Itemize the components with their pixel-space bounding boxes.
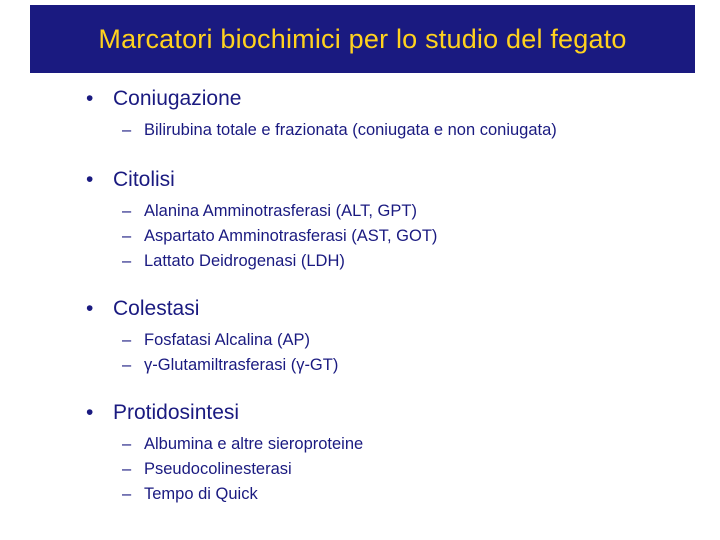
sub-item-text: Bilirubina totale e frazionata (coniugata e non coniugata) [144, 121, 557, 139]
dash-icon: – [122, 435, 132, 453]
sub-item [122, 224, 437, 249]
sub-item [122, 482, 363, 507]
title-bar [30, 5, 695, 73]
sub-item [122, 249, 437, 274]
section-citolisi [86, 167, 437, 274]
heading-text: Colestasi [113, 297, 200, 320]
dash-icon: – [122, 331, 132, 349]
section-protidosintesi [86, 400, 363, 507]
bullet-icon: • [86, 87, 94, 110]
sub-item-text: Lattato Deidrogenasi (LDH) [144, 252, 345, 270]
bullet-heading [86, 167, 437, 193]
section-colestasi [86, 296, 338, 378]
bullet-icon: • [86, 297, 94, 320]
sub-item-text: Alanina Amminotrasferasi (ALT, GPT) [144, 202, 417, 220]
sub-item-text: γ-Glutamiltrasferasi (γ-GT) [144, 356, 339, 374]
bullet-icon: • [86, 401, 94, 424]
sub-item [122, 457, 363, 482]
bullet-heading [86, 400, 363, 426]
section-coniugazione [86, 86, 557, 143]
heading-text: Protidosintesi [113, 401, 240, 424]
dash-icon: – [122, 121, 132, 139]
dash-icon: – [122, 356, 132, 374]
dash-icon: – [122, 460, 132, 478]
sub-item-text: Albumina e altre sieroproteine [144, 435, 364, 453]
bullet-heading [86, 86, 557, 112]
sub-item [122, 432, 363, 457]
heading-text: Coniugazione [113, 87, 242, 110]
bullet-heading [86, 296, 338, 322]
sub-item [122, 353, 338, 378]
sub-item-text: Tempo di Quick [144, 485, 258, 503]
sub-item-text: Fosfatasi Alcalina (AP) [144, 331, 310, 349]
sub-item [122, 199, 437, 224]
sub-item-text: Pseudocolinesterasi [144, 460, 292, 478]
dash-icon: – [122, 252, 132, 270]
sub-item-text: Aspartato Amminotrasferasi (AST, GOT) [144, 227, 438, 245]
sub-item [122, 118, 557, 143]
slide-title: Marcatori biochimici per lo studio del fegato [98, 23, 627, 54]
sub-item [122, 328, 338, 353]
dash-icon: – [122, 202, 132, 220]
bullet-icon: • [86, 168, 94, 191]
dash-icon: – [122, 485, 132, 503]
heading-text: Citolisi [113, 168, 175, 191]
dash-icon: – [122, 227, 132, 245]
